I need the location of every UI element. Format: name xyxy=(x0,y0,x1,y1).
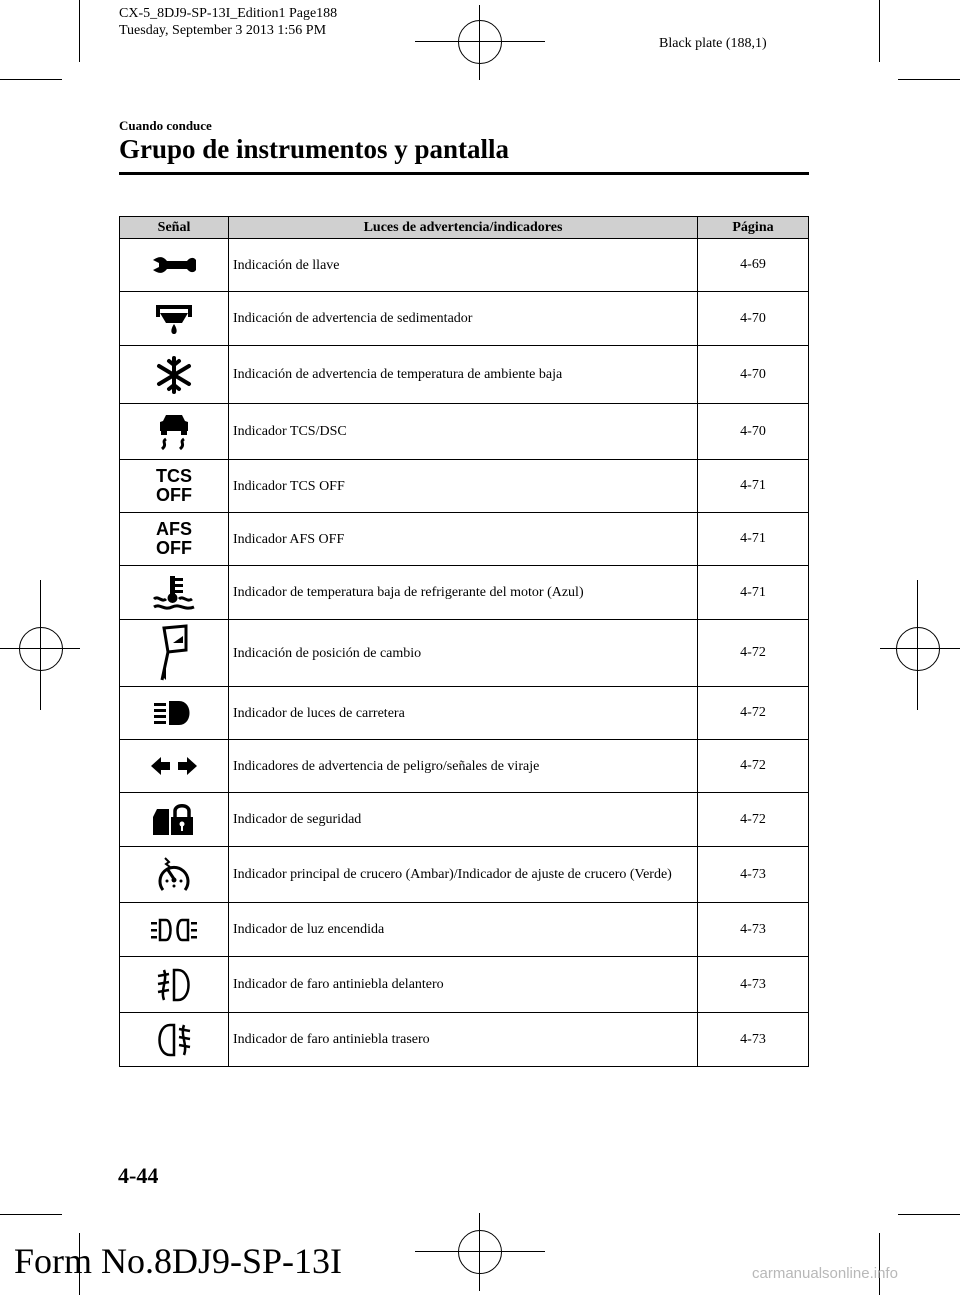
wrench-icon xyxy=(151,252,197,278)
title-divider xyxy=(119,172,809,175)
page-ref: 4-71 xyxy=(698,513,809,566)
table-row xyxy=(120,566,809,620)
indicator-table xyxy=(119,216,809,1067)
page-ref: 4-69 xyxy=(698,239,809,292)
icon-text-bottom: OFF xyxy=(156,538,192,558)
table-row xyxy=(120,957,809,1013)
indicator-label: Indicadores de advertencia de peligro/señales de viraje xyxy=(229,740,698,793)
icon-text-bottom: OFF xyxy=(156,485,192,505)
table-row xyxy=(120,620,809,687)
icon-text-top: AFS xyxy=(156,519,192,539)
indicator-label: Indicador AFS OFF xyxy=(229,513,698,566)
cruise-control-icon xyxy=(157,856,191,894)
snowflake-icon xyxy=(155,356,193,394)
edition-info: CX-5_8DJ9-SP-13I_Edition1 Page188 xyxy=(119,6,338,21)
indicator-label: Indicador principal de crucero (Ambar)/Indicador de ajuste de crucero (Verde) xyxy=(229,847,698,903)
page-ref: 4-70 xyxy=(698,346,809,404)
page-ref: 4-70 xyxy=(698,292,809,346)
print-datetime: Tuesday, September 3 2013 1:56 PM xyxy=(119,23,327,38)
coolant-temperature-icon xyxy=(152,574,196,612)
watermark: carmanualsonline.info xyxy=(752,1265,898,1282)
section-label: Cuando conduce xyxy=(119,118,212,133)
page-ref: 4-71 xyxy=(698,566,809,620)
table-row xyxy=(120,903,809,957)
table-row xyxy=(120,793,809,847)
front-fog-light-icon xyxy=(156,966,192,1004)
indicator-label: Indicador de faro antiniebla trasero xyxy=(229,1013,698,1067)
indicator-label: Indicador de luz encendida xyxy=(229,903,698,957)
table-row xyxy=(120,292,809,346)
form-number: Form No.8DJ9-SP-13I xyxy=(14,1241,343,1281)
page-ref: 4-72 xyxy=(698,687,809,740)
indicator-label: Indicación de posición de cambio xyxy=(229,620,698,687)
page-ref: 4-72 xyxy=(698,620,809,687)
table-header-row xyxy=(120,217,809,239)
table-row xyxy=(120,460,809,513)
indicator-label: Indicación de advertencia de temperatura de ambiente baja xyxy=(229,346,698,404)
page-ref: 4-73 xyxy=(698,957,809,1013)
table-row xyxy=(120,404,809,460)
indicator-label: Indicador TCS OFF xyxy=(229,460,698,513)
indicator-label: Indicador TCS/DSC xyxy=(229,404,698,460)
table-row xyxy=(120,847,809,903)
column-header-lights: Luces de advertencia/indicadores xyxy=(229,217,698,239)
column-header-page: Página xyxy=(698,217,809,239)
page-ref: 4-73 xyxy=(698,903,809,957)
table-row xyxy=(120,1013,809,1067)
rear-fog-light-icon xyxy=(156,1021,192,1059)
page-ref: 4-71 xyxy=(698,460,809,513)
table-row xyxy=(120,687,809,740)
sedimentor-icon xyxy=(154,302,194,336)
icon-text-top: TCS xyxy=(156,466,192,486)
page-ref: 4-73 xyxy=(698,1013,809,1067)
page-ref: 4-72 xyxy=(698,740,809,793)
lights-on-icon xyxy=(150,917,198,943)
skidding-car-icon xyxy=(156,413,192,451)
page-ref: 4-72 xyxy=(698,793,809,847)
afs-off-icon xyxy=(120,520,228,558)
page-title: Grupo de instrumentos y pantalla xyxy=(119,134,510,164)
table-row xyxy=(120,239,809,292)
table-row xyxy=(120,740,809,793)
page-ref: 4-70 xyxy=(698,404,809,460)
turn-signal-arrows-icon xyxy=(150,755,198,777)
indicator-label: Indicación de advertencia de sedimentador xyxy=(229,292,698,346)
indicator-label: Indicador de faro antiniebla delantero xyxy=(229,957,698,1013)
shift-position-icon xyxy=(160,624,188,682)
table-row xyxy=(120,513,809,566)
plate-info: Black plate (188,1) xyxy=(659,36,767,51)
tcs-off-icon xyxy=(120,467,228,505)
indicator-label: Indicador de seguridad xyxy=(229,793,698,847)
table-row xyxy=(120,346,809,404)
page-number: 4-44 xyxy=(118,1163,159,1188)
indicator-label: Indicador de temperatura baja de refrigerante del motor (Azul) xyxy=(229,566,698,620)
indicator-label: Indicación de llave xyxy=(229,239,698,292)
page-ref: 4-73 xyxy=(698,847,809,903)
high-beam-icon xyxy=(153,700,195,726)
security-lock-icon xyxy=(151,803,197,837)
column-header-signal: Señal xyxy=(120,217,229,239)
indicator-label: Indicador de luces de carretera xyxy=(229,687,698,740)
